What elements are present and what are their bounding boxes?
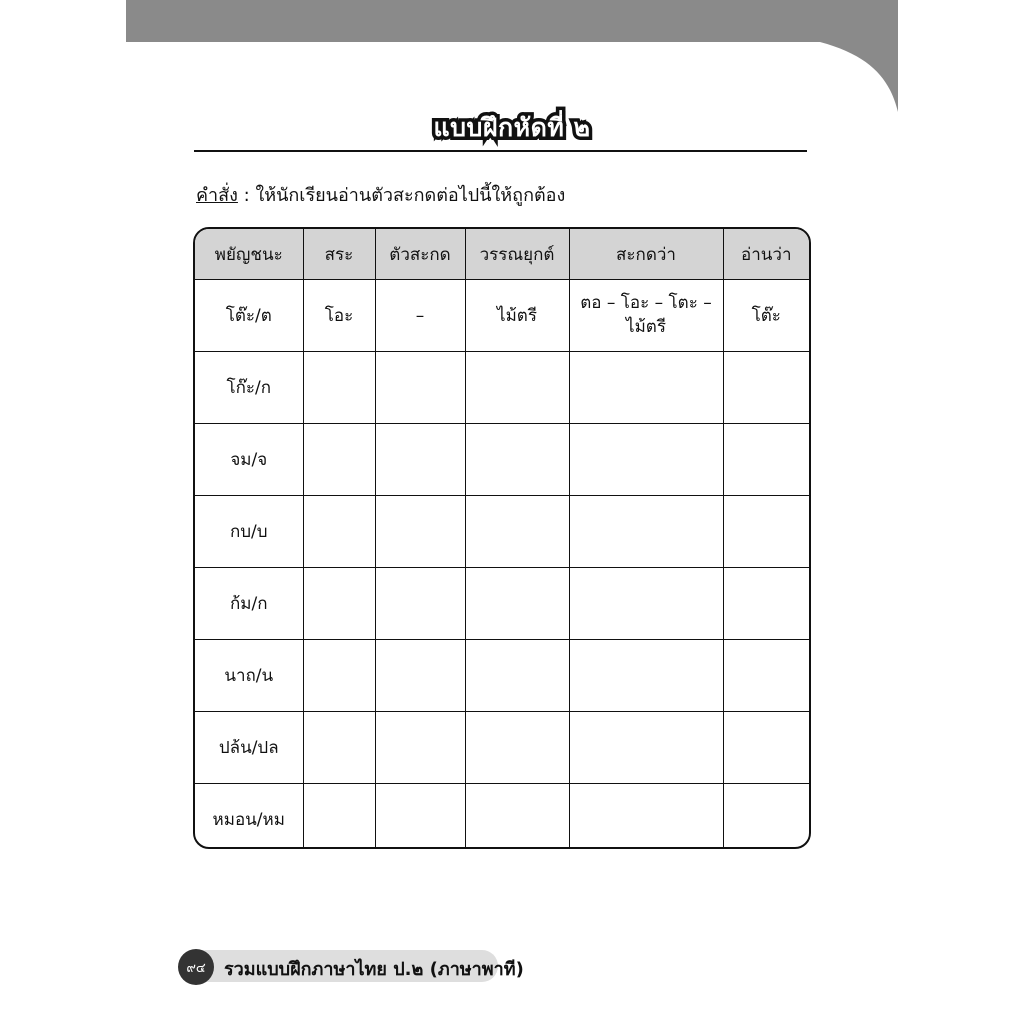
cell-spelling[interactable]	[569, 352, 723, 424]
cell-spelling[interactable]	[569, 424, 723, 496]
header-vowel: สระ	[303, 229, 375, 280]
header-final-consonant: ตัวสะกด	[375, 229, 465, 280]
cell-tone-mark[interactable]	[465, 640, 569, 712]
instruction	[196, 180, 565, 209]
title-divider	[194, 150, 807, 152]
cell-vowel[interactable]	[303, 496, 375, 568]
cell-vowel[interactable]	[303, 712, 375, 784]
cell-final-consonant[interactable]	[375, 568, 465, 640]
cell-word: โก๊ะ/ก	[195, 352, 303, 424]
table-header-row	[195, 229, 809, 280]
cell-reading[interactable]	[723, 640, 809, 712]
cell-reading: โต๊ะ	[723, 280, 809, 352]
header-reading: อ่านว่า	[723, 229, 809, 280]
cell-final-consonant[interactable]	[375, 640, 465, 712]
cell-final-consonant[interactable]	[375, 424, 465, 496]
book-title: รวมแบบฝึกภาษาไทย ป.๒ (ภาษาพาที)	[224, 959, 524, 980]
cell-tone-mark[interactable]	[465, 568, 569, 640]
cell-word: ปล้น/ปล	[195, 712, 303, 784]
cell-vowel[interactable]	[303, 568, 375, 640]
cell-tone-mark[interactable]	[465, 784, 569, 850]
cell-tone-mark[interactable]	[465, 496, 569, 568]
cell-tone-mark[interactable]	[465, 352, 569, 424]
cell-word: กบ/บ	[195, 496, 303, 568]
cell-reading[interactable]	[723, 424, 809, 496]
header-spelling: สะกดว่า	[569, 229, 723, 280]
instruction-text: : ให้นักเรียนอ่านตัวสะกดต่อไปนี้ให้ถูกต้อง	[237, 185, 566, 206]
cell-word: ก้ม/ก	[195, 568, 303, 640]
cell-final-consonant[interactable]	[375, 496, 465, 568]
cell-reading[interactable]	[723, 568, 809, 640]
cell-reading[interactable]	[723, 712, 809, 784]
table-row	[195, 496, 809, 568]
cell-final-consonant[interactable]	[375, 352, 465, 424]
table-row	[195, 568, 809, 640]
cell-tone-mark[interactable]	[465, 424, 569, 496]
table-row	[195, 352, 809, 424]
cell-spelling[interactable]	[569, 712, 723, 784]
header-consonant: พยัญชนะ	[195, 229, 303, 280]
cell-spelling: ตอ – โอะ – โตะ – ไม้ตรี	[569, 280, 723, 352]
cell-final-consonant: –	[375, 280, 465, 352]
cell-vowel: โอะ	[303, 280, 375, 352]
cell-final-consonant[interactable]	[375, 712, 465, 784]
cell-word: จม/จ	[195, 424, 303, 496]
instruction-label: คำสั่ง	[196, 185, 238, 206]
header-band	[126, 0, 898, 42]
cell-spelling[interactable]	[569, 784, 723, 850]
table-row	[195, 712, 809, 784]
cell-final-consonant[interactable]	[375, 784, 465, 850]
cell-tone-mark[interactable]	[465, 712, 569, 784]
page-title: แบบฝึกหัดที่ ๒	[433, 113, 591, 142]
cell-tone-mark: ไม้ตรี	[465, 280, 569, 352]
cell-word: นาถ/น	[195, 640, 303, 712]
exercise-table	[193, 227, 811, 849]
table-row	[195, 784, 809, 850]
table-row	[195, 280, 809, 352]
cell-spelling[interactable]	[569, 640, 723, 712]
cell-vowel[interactable]	[303, 424, 375, 496]
table-row	[195, 640, 809, 712]
cell-spelling[interactable]	[569, 568, 723, 640]
cell-word: หมอน/หม	[195, 784, 303, 850]
cell-vowel[interactable]	[303, 784, 375, 850]
cell-reading[interactable]	[723, 784, 809, 850]
cell-reading[interactable]	[723, 496, 809, 568]
cell-reading[interactable]	[723, 352, 809, 424]
header-tone-mark: วรรณยุกต์	[465, 229, 569, 280]
cell-vowel[interactable]	[303, 640, 375, 712]
cell-spelling[interactable]	[569, 496, 723, 568]
table-row	[195, 424, 809, 496]
header-corner-tab	[820, 0, 898, 112]
page-number-badge: ๙๔	[178, 949, 214, 985]
cell-word: โต๊ะ/ต	[195, 280, 303, 352]
cell-vowel[interactable]	[303, 352, 375, 424]
